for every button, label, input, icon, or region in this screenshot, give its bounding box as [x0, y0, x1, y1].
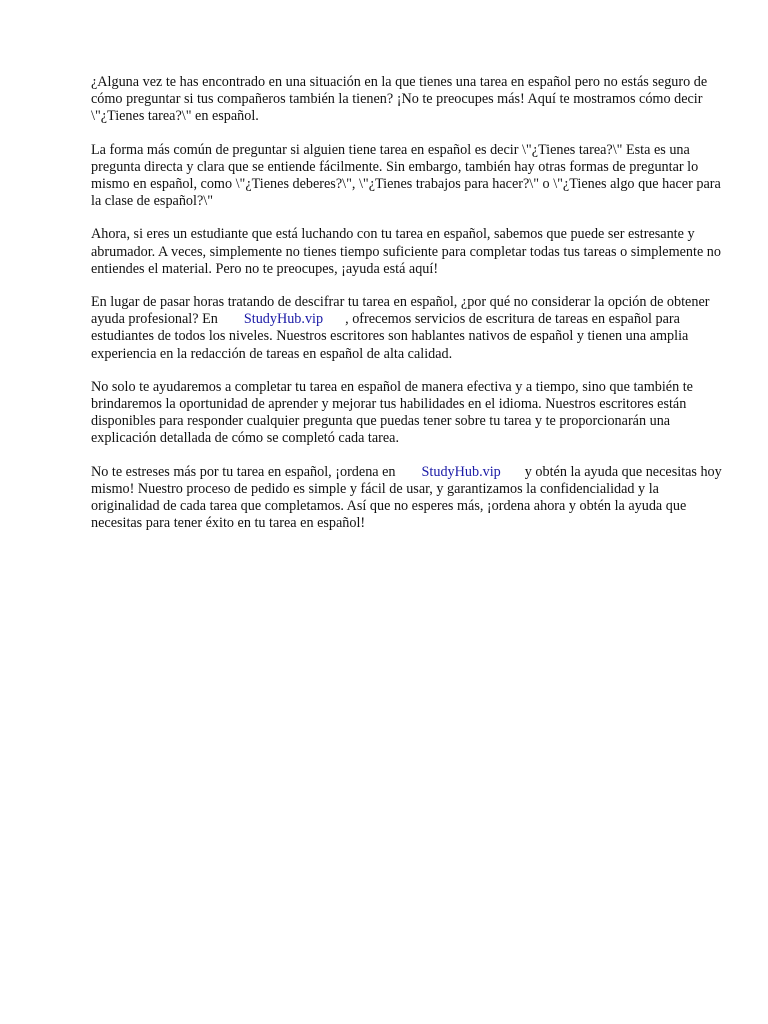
paragraph-learning: No solo te ayudaremos a completar tu tarea en español de manera efectiva y a tiempo, sino que también te brindaremos la oportunidad de aprender y mejorar tus habilidades en el idioma. Nuestros escritores están disponibles para responder cualquier pregunta que puedas tener sobre tu tarea y te proporcionarán una explicación detallada de cómo se completó cada tarea. [91, 378, 693, 447]
paragraph-text-before-link: En lugar de pasar horas tratando de descifrar tu tarea en español, ¿por qué no considerar la opción de obtener ayuda profesional? En [91, 294, 710, 328]
paragraph-intro: ¿Alguna vez te has encontrado en una situación en la que tienes una tarea en español pero no estás seguro de cómo preguntar si tus compañeros también la tienen? ¡No te preocupes más! Aquí te mostramos cómo decir \"¿Tienes tarea?\" en español. [91, 74, 708, 125]
paragraph-text-before-link: No te estreses más por tu tarea en español, ¡ordena en [91, 463, 396, 480]
paragraph-common-question: La forma más común de preguntar si alguien tiene tarea en español es decir \"¿Tienes tarea?\" Esta es una pregunta directa y clara que se entiende fácilmente. Sin embargo, también hay otras formas de preguntar lo mismo en español, como \"¿Tienes deberes?\", \"¿Tienes trabajos para hacer?\" o \"¿Tienes algo que hacer para la clase de español?\" [91, 141, 721, 210]
paragraph-order-now [91, 464, 731, 533]
paragraph-professional-help [91, 294, 731, 363]
paragraph-student-struggle: Ahora, si eres un estudiante que está luchando con tu tarea en español, sabemos que puede ser estresante y abrumador. A veces, simplemente no tienes tiempo suficiente para completar todas tus tareas o simplemente no entiendes el material. Pero no te preocupes, ¡ayuda está aquí! [91, 226, 721, 277]
studyhub-link[interactable]: StudyHub.vip [243, 311, 324, 328]
paragraph-text-after-link: y obtén la ayuda que necesitas hoy mismo! Nuestro proceso de pedido es simple y fácil de usar, y garantizamos la confidencialidad y la originalidad de cada tarea que completamos. Así que no esperes más, ¡ordena ahora y obtén la ayuda que necesitas para tener éxito en tu tarea en español! [91, 463, 722, 532]
paragraph-text-after-link: , ofrecemos servicios de escritura de tareas en español para estudiantes de todos los niveles. Nuestros escritores son hablantes nativos de español y tienen una amplia experiencia en la redacción de tareas en español de alta calidad. [91, 311, 689, 362]
document-body [91, 74, 731, 548]
studyhub-link[interactable]: StudyHub.vip [421, 463, 501, 480]
